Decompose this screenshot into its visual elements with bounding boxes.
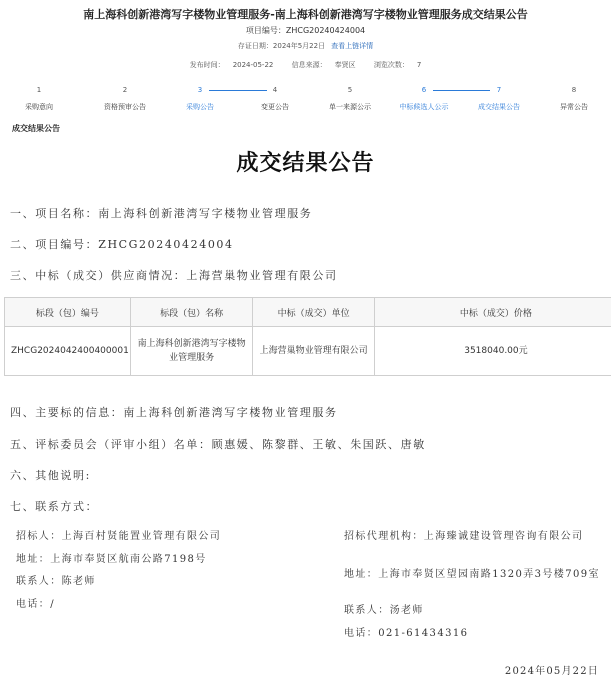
contact-tenderer: 招标人：上海百村贤能置业管理有限公司 bbox=[16, 531, 222, 542]
process-steps bbox=[0, 84, 611, 114]
contact-agency-person: 联系人：汤老师 bbox=[344, 605, 424, 616]
item-committee: 五、评标委员会（评审小组）名单：顾惠媛、陈黎群、王敏、朱国跃、唐敏 bbox=[10, 438, 426, 451]
step-8[interactable]: 8 异常公告 bbox=[560, 86, 588, 111]
item-supplier: 三、中标（成交）供应商情况：上海营巢物业管理有限公司 bbox=[10, 269, 338, 282]
cell-winner: 上海营巢物业管理有限公司 bbox=[253, 327, 375, 376]
publish-time: 发布时间： 2024-05-22 bbox=[189, 61, 274, 69]
contact-agency-address: 地址：上海市奉贤区望园南路1320弄3号楼709室 bbox=[344, 569, 600, 580]
col-lot-number: 标段（包）编号 bbox=[5, 298, 131, 327]
cell-lot-name: 南上海科创新港湾写字楼物业管理服务 bbox=[130, 327, 253, 376]
item-contact-heading: 七、联系方式： bbox=[10, 500, 99, 513]
breadcrumb: 成交结果公告 bbox=[12, 124, 60, 133]
project-number bbox=[0, 25, 611, 36]
item-subject-info: 四、主要标的信息：南上海科创新港湾写字楼物业管理服务 bbox=[10, 406, 338, 419]
chain-detail-link[interactable]: 查看上链详情 bbox=[331, 42, 374, 50]
info-source: 信息来源： 奉贤区 bbox=[291, 61, 356, 69]
contact-agency: 招标代理机构：上海臻诚建设管理咨询有限公司 bbox=[344, 531, 584, 542]
contact-agency-phone: 电话：021-61434316 bbox=[344, 628, 469, 639]
step-3[interactable]: 3 采购公告 bbox=[186, 86, 214, 111]
table-header-row bbox=[5, 298, 611, 327]
col-price: 中标（成交）价格 bbox=[374, 298, 611, 327]
result-table bbox=[4, 297, 611, 376]
col-winner: 中标（成交）单位 bbox=[253, 298, 375, 327]
item-project-number: 二、项目编号：ZHCG20240424004 bbox=[10, 238, 234, 251]
contact-tenderer-person: 联系人：陈老师 bbox=[16, 576, 96, 587]
step-5[interactable]: 5 单一来源公示 bbox=[329, 86, 371, 111]
cell-price: 3518040.00元 bbox=[374, 327, 611, 376]
contact-tenderer-address: 地址：上海市奉贤区航南公路7198号 bbox=[16, 554, 207, 565]
step-2[interactable]: 2 资格预审公告 bbox=[104, 86, 146, 111]
announcement-date: 2024年05月22日 bbox=[504, 666, 599, 677]
contact-tenderer-phone: 电话：/ bbox=[16, 599, 55, 610]
deposit-label: 存证日期： bbox=[237, 42, 273, 50]
col-lot-name: 标段（包）名称 bbox=[130, 298, 253, 327]
step-1[interactable]: 1 采购意向 bbox=[25, 86, 53, 111]
table-row bbox=[5, 327, 611, 376]
document-title: 成交结果公告 bbox=[236, 151, 375, 176]
publish-meta bbox=[0, 60, 611, 70]
item-project-name: 一、项目名称：南上海科创新港湾写字楼物业管理服务 bbox=[10, 207, 313, 220]
deposit-info bbox=[0, 41, 611, 51]
view-count: 浏览次数： 7 bbox=[373, 61, 422, 69]
step-6[interactable]: 6 中标候选人公示 bbox=[399, 86, 449, 111]
project-number-value: ZHCG20240424004 bbox=[285, 26, 366, 35]
project-number-label: 项目编号： bbox=[245, 26, 286, 35]
item-other-notes: 六、其他说明: bbox=[10, 469, 91, 482]
deposit-date: 2024年5月22日 bbox=[272, 42, 326, 50]
step-4[interactable]: 4 变更公告 bbox=[261, 86, 289, 111]
step-7[interactable]: 7 成交结果公告 bbox=[478, 86, 520, 111]
cell-lot-number: ZHCG2024042400400001 bbox=[5, 327, 131, 376]
page-title: 南上海科创新港湾写字楼物业管理服务-南上海科创新港湾写字楼物业管理服务成交结果公告 bbox=[83, 8, 528, 21]
